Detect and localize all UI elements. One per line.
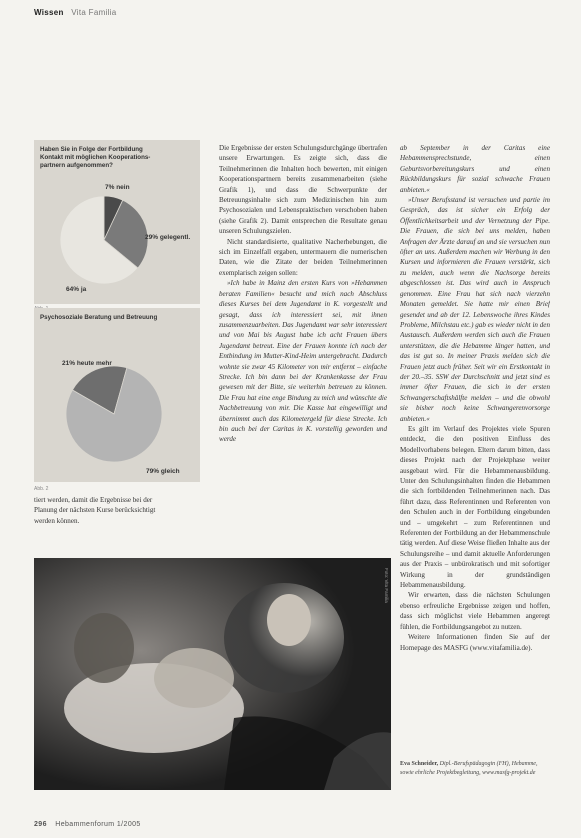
chart-2-label-heute: 21% heute mehr xyxy=(62,360,112,367)
quote-paragraph: »Ich habe in Mainz den ersten Kurs von »Hebammen beraten Familien« besucht und mich nach Abschluss dieses Kurses bei dem Jugendamt in K. vorgestellt und gesagt, dass ich interessiert sei, mit ihnen zusammenzuarbeiten. Das Jugendamt war sehr interessiert und von Mai bis August habe ich acht Frauen übers Jugendamt betreut. Eine der Frauen konnte ich nach der Entbindung im Mutter-Kind-Heim untergebracht. Dadurch wohnte sie zwar 45 Kilometer von mir entfernt – einfache Strecke. Ich bin dann bei der Krankenkasse der Frau gewesen mit der Bitte, sie weiterhin betreuen zu können. Die Frau hat eine enge Bindung zu mich und wünschte die Nachbetreuung von mir. Die Kasse hat eingewilligt und übernimmt auch das Kilometergeld für diese Strecke. Ich bin auch bei der Caritas in K. vorstellig geworden und werde xyxy=(219,279,387,444)
paragraph: Wir erwarten, dass die nächsten Schulungen ebenso erfreuliche Ergebnisse zeigen und hoffen, dass sich möglichst viele Hebammen angeregt fühlen, die Fortbildungsangebot zu nutzen. xyxy=(400,591,550,631)
issue-number: 1/2005 xyxy=(116,821,141,828)
chart-2-title: Psychosoziale Beratung und Betreuung xyxy=(40,314,158,321)
left-column-text xyxy=(34,495,200,526)
text-line: tiert werden, damit die Ergebnisse bei der xyxy=(34,496,153,504)
article-photo xyxy=(34,558,391,790)
paragraph: Weitere Informationen finden Sie auf der Homepage des MASFG (www.vitafamilia.de). xyxy=(400,633,550,652)
paragraph: Nicht standardisierte, qualitative Nacherhebungen, die sich im Einzelfall ergaben, untermauern die numerischen Daten, wie die Zitate der beiden Teilnehmerinnen exemplarisch zeigen sollen: xyxy=(219,237,387,277)
author-caption xyxy=(400,760,550,778)
text-line: Planung der nächsten Kurse berücksichtigt xyxy=(34,506,156,515)
chart-1-title-line: Kontakt mit möglichen Kooperations- xyxy=(40,153,151,161)
chart-1-panel xyxy=(34,140,200,304)
section-title: Wissen xyxy=(34,8,64,17)
photo-illustration xyxy=(34,558,391,790)
middle-column xyxy=(219,143,387,555)
paragraph: Es gilt im Verlauf des Projektes viele Spuren entdeckt, die den positiven Einfluss des Modellvorhabens belegen. Eltern darum bitten, dass dieses Projekt nach der Projektphase weiter ausgebaut wird. Für die Hebammenausbildung. Unter den Schulungsinhalten finden die Hebammen die sich fortbildenden Teilnehmerinnen nach. Das führt dazu, dass Referentinnen und Referenten von den Schulen auch in der Fortbildung eingebunden und – umgekehrt – zum Referentinnen und Referenten der Fortbildung an der Hebammenschule tätig werden. Auf diese Weise fließen Inhalte aus der Schulungsreihe – und damit aktuelle Anforderungen aus der Praxis – unbürokratisch und mit sofortiger Wirkung in der grundständigen Hebammenausbildung. xyxy=(400,424,550,590)
magazine-name: Hebammenforum xyxy=(55,821,115,828)
chart-2-label-gleich: 79% gleich xyxy=(146,468,180,475)
page-number: 296 xyxy=(34,821,47,828)
quote-paragraph: ab September in der Caritas eine Hebammensprechstunde, einen Geburtsvorbereitungskurs und einen Rückbildungskurs für sozial schwache Frauen anbieten.« xyxy=(400,144,550,194)
chart-1-title-line: Haben Sie in Folge der Fortbildung xyxy=(40,146,143,153)
photo-credit: Foto: Vita Familia xyxy=(384,568,389,603)
running-header xyxy=(34,8,117,17)
text-line: werden können. xyxy=(34,516,80,525)
quote-paragraph: »Unser Berufsstand ist versuchen und partie im Gespräch, das ist sicher ein Erfolg der Öffentlichkeitsarbeit und der Vernetzung der Pipe. Die Frauen, die sich bei uns melden, haben Anfragen der Ärzte darauf an und sie versuchen nun öfter an uns. Außerdem machen wir Werbung in den Kursen und informieren die Frauen verstärkt, sich zu melden, auch wenn die Nachsorge bereits abgeschlossen ist. Das wird auch in Anspruch genommen. Eine Frau hat sich nach vierzehn Monaten gemeldet. Sie hatte mir einen Brief gesendet und ab der 12. Lebenswoche ihres Kindes Probleme, Milchstau etc.) gab es wieder nicht in den Austausch. Außerdem werden sich auch die Frauen unterstützen, die die Hebamme länger hatten, und das ist gut so. In meiner Praxis melden sich die Frauen jetzt auch früher. Seit wir ein Erstkontakt in der 20.–35. SSW der Durchschnitt und jetzt sind es immer öfter Frauen, die sich in der ersten Schwangerschaftshälfte melden – und die obwohl sie bisher noch keine Schwangerenvorsorge anbieten.« xyxy=(400,196,550,423)
chart-1-pie xyxy=(34,140,200,304)
section-subtitle: Vita Familia xyxy=(71,8,117,17)
chart-2-caption: Abb. 2 xyxy=(34,486,49,492)
right-column xyxy=(400,143,550,757)
author-name: Eva Schneider, xyxy=(400,761,439,767)
chart-2-panel xyxy=(34,308,200,482)
chart-1-title-line: partnern aufgenommen? xyxy=(40,161,113,169)
chart-1-label-gelegentlich: 29% gelegentl. xyxy=(145,234,191,241)
chart-1-label-nein: 7% nein xyxy=(105,184,130,191)
author-description: Dipl.-Berufspädagogin (FH), Hebamme, sowie ehrliche Projektbegleitung, www.masfg-projekt.de xyxy=(400,761,538,776)
page-footer xyxy=(34,821,141,828)
paragraph: Die Ergebnisse der ersten Schulungsdurchgänge übertrafen unsere Erwartungen. Es zeigte sich, dass die Teilnehmerinnen die Inhalten hoch bewerten, mit einigen Kooperationspartnern bereits zusammenarbeiten (siehe Grafik 1), und dass die Schwerpunkte der Betreuungsinhalte sich zum Medizinischen hin zum Psychosozialen und Lebenspraktischen verschoben haben (siehe Grafik 2). Damit entsprechen die Resultate genau unseren Schulungszielen. xyxy=(219,144,387,236)
chart-1-label-ja: 64% ja xyxy=(66,286,87,293)
chart-2-pie xyxy=(34,308,200,482)
